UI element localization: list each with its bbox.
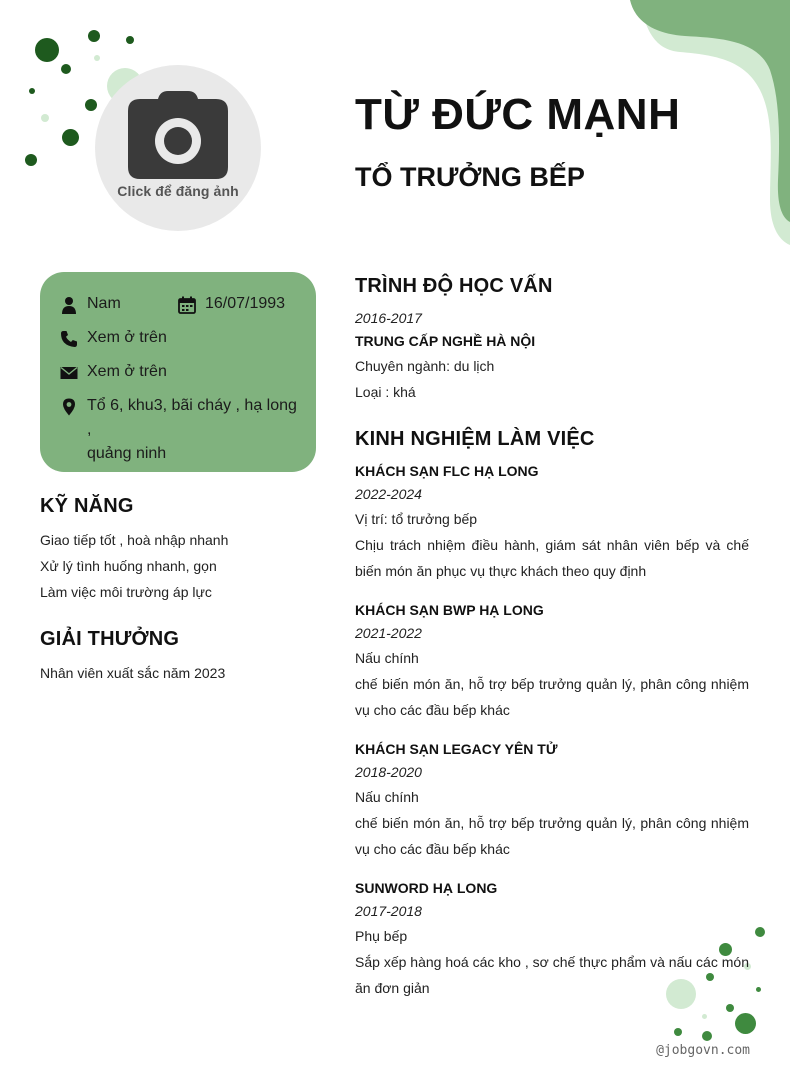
phone-row <box>60 329 167 350</box>
job-company: KHÁCH SẠN BWP HẠ LONG <box>355 602 544 618</box>
job-position: Nấu chính <box>355 650 419 666</box>
job-description: chế biến món ăn, hỗ trợ bếp trưởng quản lý, phân công nhiệm vụ cho các đầu bếp khác <box>355 676 749 718</box>
job-period: 2018-2020 <box>355 764 422 780</box>
education-heading: TRÌNH ĐỘ HỌC VẤN <box>355 275 553 297</box>
job-period: 2017-2018 <box>355 903 422 919</box>
job-title: TỔ TRƯỞNG BẾP <box>355 162 585 192</box>
location-pin-icon <box>60 398 78 416</box>
skill-item: Giao tiếp tốt , hoà nhập nhanh <box>40 532 229 548</box>
gender-row <box>60 295 121 316</box>
skill-item: Làm việc môi trường áp lực <box>40 584 212 600</box>
job-description: chế biến món ăn, hỗ trợ bếp trưởng quản lý, phân công nhiệm vụ cho các đầu bếp khác <box>355 815 749 857</box>
job-position: Nấu chính <box>355 789 419 805</box>
address-line-1: Tổ 6, khu3, bãi cháy , hạ long , <box>87 397 297 438</box>
watermark: @jobgovn.com <box>656 1043 750 1058</box>
address-value <box>87 394 300 466</box>
job-description: Sắp xếp hàng hoá các kho , sơ chế thực phẩm và nấu các món ăn đơn giản <box>355 954 749 996</box>
candidate-name: TỪ ĐỨC MẠNH <box>355 90 681 139</box>
skills-heading: KỸ NĂNG <box>40 495 134 517</box>
job-description: Chịu trách nhiệm điều hành, giám sát nhân viên bếp và chế biến món ăn phục vụ thực khách theo quy định <box>355 537 749 579</box>
experience-heading: KINH NGHIỆM LÀM VIỆC <box>355 428 595 450</box>
education-major: Chuyên ngành: du lịch <box>355 358 495 374</box>
person-icon <box>60 296 78 314</box>
address-line-2: quảng ninh <box>87 445 167 462</box>
education-period: 2016-2017 <box>355 310 422 326</box>
job-company: KHÁCH SẠN FLC HẠ LONG <box>355 463 539 479</box>
job-period: 2021-2022 <box>355 625 422 641</box>
camera-icon <box>128 91 228 179</box>
address-row <box>60 397 300 466</box>
birthdate-value: 16/07/1993 <box>205 295 286 312</box>
phone-value: Xem ở trên <box>87 329 167 346</box>
avatar-upload-label: Click để đăng ảnh <box>117 183 239 199</box>
job-company: KHÁCH SẠN LEGACY YÊN TỬ <box>355 741 558 757</box>
calendar-icon <box>178 296 196 314</box>
birthdate-row <box>178 295 285 316</box>
email-value: Xem ở trên <box>87 363 167 380</box>
mail-icon <box>60 364 78 382</box>
education-school: TRUNG CẤP NGHỀ HÀ NỘI <box>355 333 536 349</box>
job-position: Phụ bếp <box>355 928 408 944</box>
education-grade: Loại : khá <box>355 384 416 400</box>
job-period: 2022-2024 <box>355 486 422 502</box>
awards-heading: GIẢI THƯỞNG <box>40 628 180 650</box>
avatar-upload[interactable] <box>95 65 261 231</box>
award-item: Nhân viên xuất sắc năm 2023 <box>40 665 226 681</box>
job-position: Vị trí: tổ trưởng bếp <box>355 511 478 527</box>
gender-value: Nam <box>87 295 121 312</box>
job-company: SUNWORD HẠ LONG <box>355 880 498 896</box>
phone-icon <box>60 330 78 348</box>
contact-card <box>40 272 316 472</box>
skill-item: Xử lý tình huống nhanh, gọn <box>40 558 217 574</box>
email-row <box>60 363 167 384</box>
